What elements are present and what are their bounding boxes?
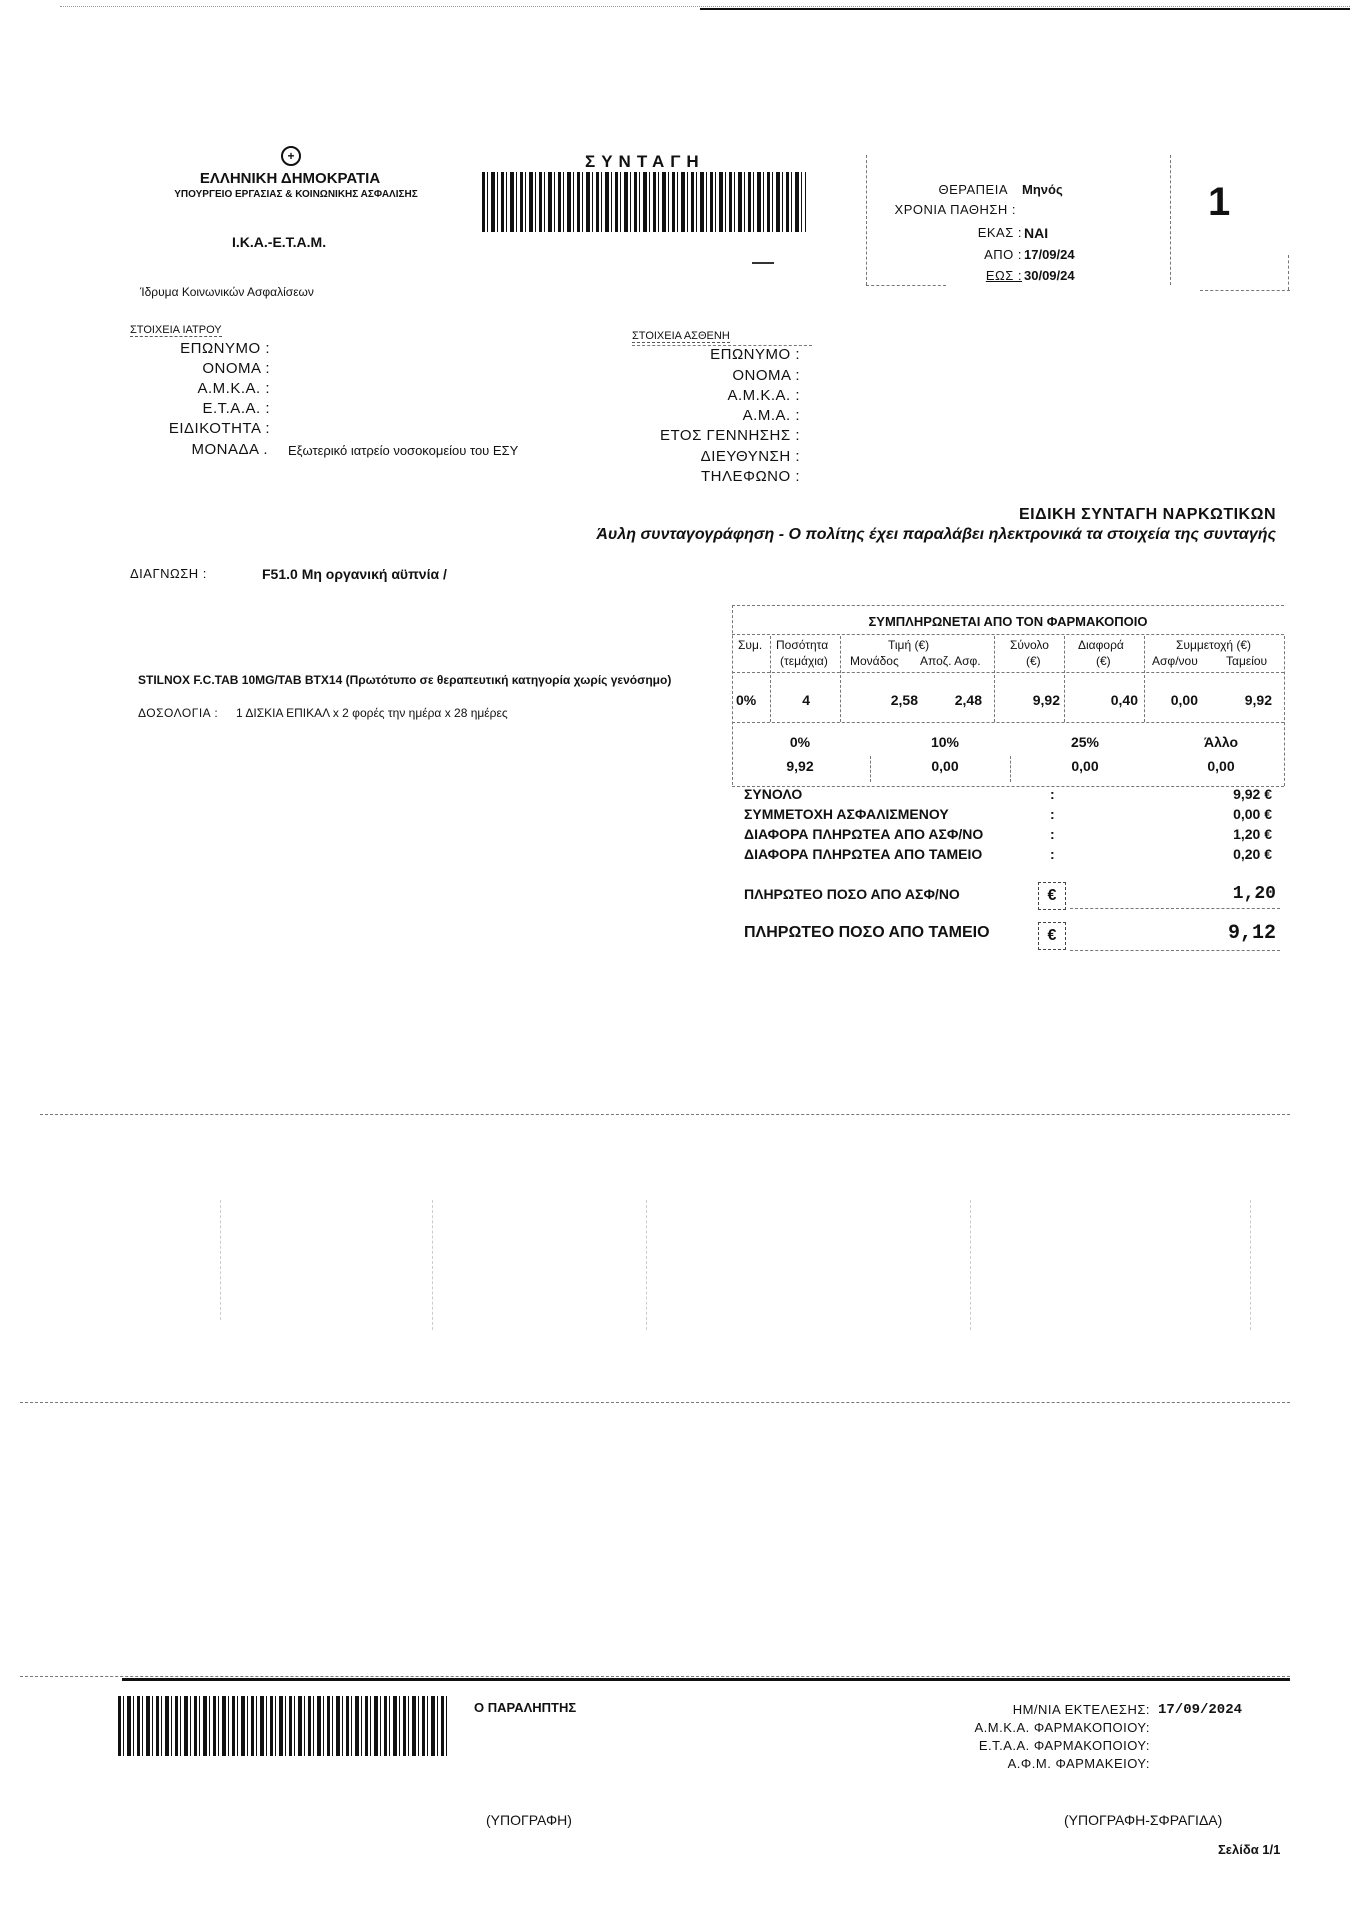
col-qty2: (τεμάχια): [780, 654, 828, 668]
pay-insured-rule: [1070, 908, 1280, 909]
euro-icon: €: [1038, 882, 1066, 910]
pharm-heading: ΣΥΜΠΛΗΡΩΝΕΤΑΙ ΑΠΟ ΤΟΝ ΦΑΡΜΑΚΟΠΟΙΟ: [868, 614, 1148, 629]
col-unit: Μονάδος: [850, 654, 899, 668]
col-ins: Ασφ/νου: [1152, 654, 1198, 668]
col-sym: Συμ.: [738, 638, 763, 652]
row-ref-price: 2,48: [954, 692, 982, 708]
middle-rule-bottom: [20, 1402, 1290, 1403]
rate-other-value: 0,00: [1207, 758, 1235, 774]
therapy-value: Μηνός: [1022, 182, 1063, 197]
to-label: ΕΩΣ :: [985, 268, 1022, 283]
pharm-col-sep-5: [1144, 636, 1145, 722]
doctor-unit-label: ΜΟΝΑΔΑ .: [191, 441, 268, 458]
pharm-col-sep-1: [770, 636, 771, 722]
rates-sep-2: [1010, 756, 1011, 782]
pharm-row-rule: [732, 722, 1284, 723]
pharm-col-sep-3: [994, 636, 995, 722]
scan-top-solid: [700, 8, 1350, 10]
row-unit-price: 2,58: [890, 692, 918, 708]
doctor-specialty-label: ΕΙΔΙΚΟΤΗΤΑ :: [168, 420, 270, 437]
rate-other-label: Άλλο: [1203, 734, 1239, 750]
doctor-unit-value: Εξωτερικό ιατρείο νοσοκομείου του ΕΣΥ: [288, 443, 519, 458]
summary-diff-fund-label: ΔΙΑΦΟΡΑ ΠΛΗΡΩΤΕΑ ΑΠΟ ΤΑΜΕΙΟ: [744, 846, 983, 862]
summary-diff-insured-colon: :: [1050, 826, 1055, 842]
middle-faint-3: [646, 1200, 647, 1330]
scan-top-line: [60, 6, 1350, 7]
summary-insured-part-value: 0,00 €: [1233, 806, 1272, 822]
dosage-value: 1 ΔΙΣΚΙΑ ΕΠΙΚΑΛ x 2 φορές την ημέρα x 28 ημέρες: [236, 706, 508, 720]
patient-ama-label: Α.Μ.Α. :: [742, 407, 800, 424]
signature-label: (ΥΠΟΓΡΑΦΗ): [486, 1812, 572, 1828]
ministry-title: ΥΠΟΥΡΓΕΙΟ ΕΡΓΑΣΙΑΣ & ΚΟΙΝΩΝΙΚΗΣ ΑΣΦΑΛΙΣΗΣ: [174, 189, 418, 200]
pay-insured-value: 1,20: [1232, 884, 1276, 904]
pharm-col-sep-2: [840, 636, 841, 722]
therapy-label: ΘΕΡΑΠΕΙΑ: [938, 182, 1008, 197]
footer-barcode: [118, 1696, 450, 1756]
to-value: 30/09/24: [1024, 268, 1075, 283]
rate-10-value: 0,00: [931, 758, 959, 774]
from-value: 17/09/24: [1024, 247, 1075, 262]
row-total: 9,92: [1032, 692, 1060, 708]
doctor-amka-label: Α.Μ.Κ.Α. :: [197, 380, 270, 397]
middle-faint-4: [970, 1200, 971, 1330]
row-fund: 9,92: [1244, 692, 1272, 708]
summary-diff-fund-colon: :: [1050, 846, 1055, 862]
patient-section-label: ΣΤΟΙΧΕΙΑ ΑΣΘΕΝΗ: [632, 330, 730, 342]
therapy-box-bottom: [866, 285, 946, 286]
rate-0-label: 0%: [789, 734, 811, 750]
patient-amka-label: Α.Μ.Κ.Α. :: [727, 387, 800, 404]
therapy-box-left: [866, 155, 867, 285]
doctor-name-label: ΟΝΟΜΑ :: [202, 360, 270, 377]
patient-name-label: ΟΝΟΜΑ :: [732, 367, 800, 384]
paperless-notice: Άυλη συνταγογράφηση - Ο πολίτης έχει παραλάβει ηλεκτρονικά τα στοιχεία της συνταγής: [596, 526, 1276, 543]
ekas-label: ΕΚΑΣ :: [977, 225, 1022, 240]
doc-title: ΣΥΝΤΑΓΗ: [585, 152, 705, 171]
summary-insured-part-label: ΣΥΜΜΕΤΟΧΗ ΑΣΦΑΛΙΣΜΕΝΟΥ: [744, 806, 949, 822]
middle-faint-5: [1250, 1200, 1251, 1330]
row-sym: 0%: [736, 692, 757, 708]
col-ref: Αποζ. Ασφ.: [920, 654, 981, 668]
org-title: I.K.A.-E.T.A.M.: [232, 234, 327, 250]
page-number: 1: [1208, 180, 1231, 224]
summary-diff-insured-value: 1,20 €: [1233, 826, 1272, 842]
republic-title: ΕΛΛΗΝΙΚΗ ΔΗΜΟΚΡΑΤΙΑ: [199, 170, 381, 187]
special-prescription-title: ΕΙΔΙΚΗ ΣΥΝΤΑΓΗ ΝΑΡΚΩΤΙΚΩΝ: [1018, 506, 1276, 523]
recipient-label: Ο ΠΑΡΑΛΗΠΤΗΣ: [474, 1700, 577, 1715]
pharm-afm-label: Α.Φ.Μ. ΦΑΡΜΑΚΕΙΟΥ:: [1007, 1756, 1150, 1771]
pharm-top-rule: [732, 605, 1284, 606]
col-price: Τιμή (€): [888, 638, 930, 652]
doctor-section-label: ΣΤΟΙΧΕΙΑ ΙΑΤΡΟΥ: [130, 324, 222, 336]
chronic-label: ΧΡΟΝΙΑ ΠΑΘΗΣΗ :: [894, 202, 1016, 217]
middle-rule-top: [40, 1114, 1290, 1115]
pharm-col-sep-left: [732, 605, 733, 785]
patient-surname-label: ΕΠΩΝΥΜΟ :: [710, 346, 800, 363]
pharm-amka-label: Α.Μ.Κ.Α. ΦΑΡΜΑΚΟΠΟΙΟΥ:: [974, 1720, 1150, 1735]
summary-diff-fund-value: 0,20 €: [1233, 846, 1272, 862]
pharm-heading-rule: [732, 634, 1284, 635]
col-total2: (€): [1026, 654, 1041, 668]
summary-insured-part-colon: :: [1050, 806, 1055, 822]
rate-25-label: 25%: [1070, 734, 1100, 750]
diagnosis-label: ΔΙΑΓΝΩΣΗ :: [130, 566, 207, 581]
signature-stamp-label: (ΥΠΟΓΡΑΦΗ-ΣΦΡΑΓΙΔΑ): [1064, 1812, 1223, 1828]
doctor-etaa-label: Ε.Τ.Α.Α. :: [202, 400, 270, 417]
middle-faint-2: [432, 1200, 433, 1330]
dosage-label: ΔΟΣΟΛΟΓΙΑ :: [138, 706, 219, 720]
footer-solid-rule: [122, 1678, 1290, 1681]
drug-name: STILNOX F.C.TAB 10MG/TAB BTX14 (Πρωτότυπο σε θεραπευτική κατηγορία χωρίς γενόσημο): [138, 673, 672, 687]
middle-faint-1: [220, 1200, 221, 1320]
ekas-value: ΝΑΙ: [1024, 225, 1049, 241]
page-num-box-right: [1288, 255, 1289, 290]
col-qty: Ποσότητα: [776, 638, 829, 652]
pay-insured-label: ΠΛΗΡΩΤΕΟ ΠΟΣΟ ΑΠΟ ΑΣΦ/ΝΟ: [744, 886, 960, 902]
footer-dashed-rule: [20, 1676, 1290, 1677]
summary-total-colon: :: [1050, 786, 1055, 802]
patient-birthyear-label: ΕΤΟΣ ΓΕΝΝΗΣΗΣ :: [660, 427, 800, 444]
pharm-header-rule: [732, 672, 1284, 673]
patient-phone-label: ΤΗΛΕΦΩΝΟ :: [700, 468, 800, 485]
summary-total-label: ΣΥΝΟΛΟ: [744, 786, 803, 802]
row-diff: 0,40: [1110, 692, 1138, 708]
col-fund: Ταμείου: [1226, 654, 1268, 668]
row-qty: 4: [802, 692, 810, 708]
therapy-box-bottom-right: [1200, 290, 1290, 291]
rate-25-value: 0,00: [1071, 758, 1099, 774]
state-emblem-icon: +: [281, 146, 301, 166]
pay-fund-rule: [1070, 950, 1280, 951]
row-ins: 0,00: [1170, 692, 1198, 708]
col-diff: Διαφορά: [1078, 638, 1124, 652]
scan-mark: [752, 262, 774, 264]
col-diff2: (€): [1096, 654, 1111, 668]
pay-fund-label: ΠΛΗΡΩΤΕΟ ΠΟΣΟ ΑΠΟ ΤΑΜΕΙΟ: [744, 924, 990, 941]
exec-date-value: 17/09/2024: [1158, 1702, 1243, 1718]
summary-total-value: 9,92 €: [1233, 786, 1272, 802]
pay-fund-value: 9,12: [1227, 922, 1276, 945]
prescription-barcode: [482, 172, 806, 232]
col-part: Συμμετοχή (€): [1176, 638, 1252, 652]
page-indicator: Σελίδα 1/1: [1218, 1842, 1281, 1857]
exec-date-label: ΗΜ/ΝΙΑ ΕΚΤΕΛΕΣΗΣ:: [1012, 1702, 1150, 1717]
pharm-col-sep-4: [1064, 636, 1065, 722]
rates-sep-1: [870, 756, 871, 782]
diagnosis-value: F51.0 Μη οργανική αϋπνία /: [262, 566, 447, 582]
org-full-name: Ίδρυμα Κοινωνικών Ασφαλίσεων: [140, 285, 314, 299]
doctor-surname-label: ΕΠΩΝΥΜΟ :: [180, 340, 270, 357]
rate-10-label: 10%: [930, 734, 960, 750]
therapy-box-right: [1170, 155, 1171, 285]
col-total: Σύνολο: [1010, 638, 1049, 652]
summary-diff-insured-label: ΔΙΑΦΟΡΑ ΠΛΗΡΩΤΕΑ ΑΠΟ ΑΣΦ/ΝΟ: [744, 826, 984, 842]
patient-address-label: ΔΙΕΥΘΥΝΣΗ :: [700, 448, 800, 465]
rate-0-value: 9,92: [786, 758, 814, 774]
pharm-col-sep-6: [1284, 636, 1285, 786]
pharm-etaa-label: Ε.Τ.Α.Α. ΦΑΡΜΑΚΟΠΟΙΟΥ:: [978, 1738, 1150, 1753]
from-label: ΑΠΟ :: [984, 247, 1022, 262]
euro-icon: €: [1038, 922, 1066, 950]
